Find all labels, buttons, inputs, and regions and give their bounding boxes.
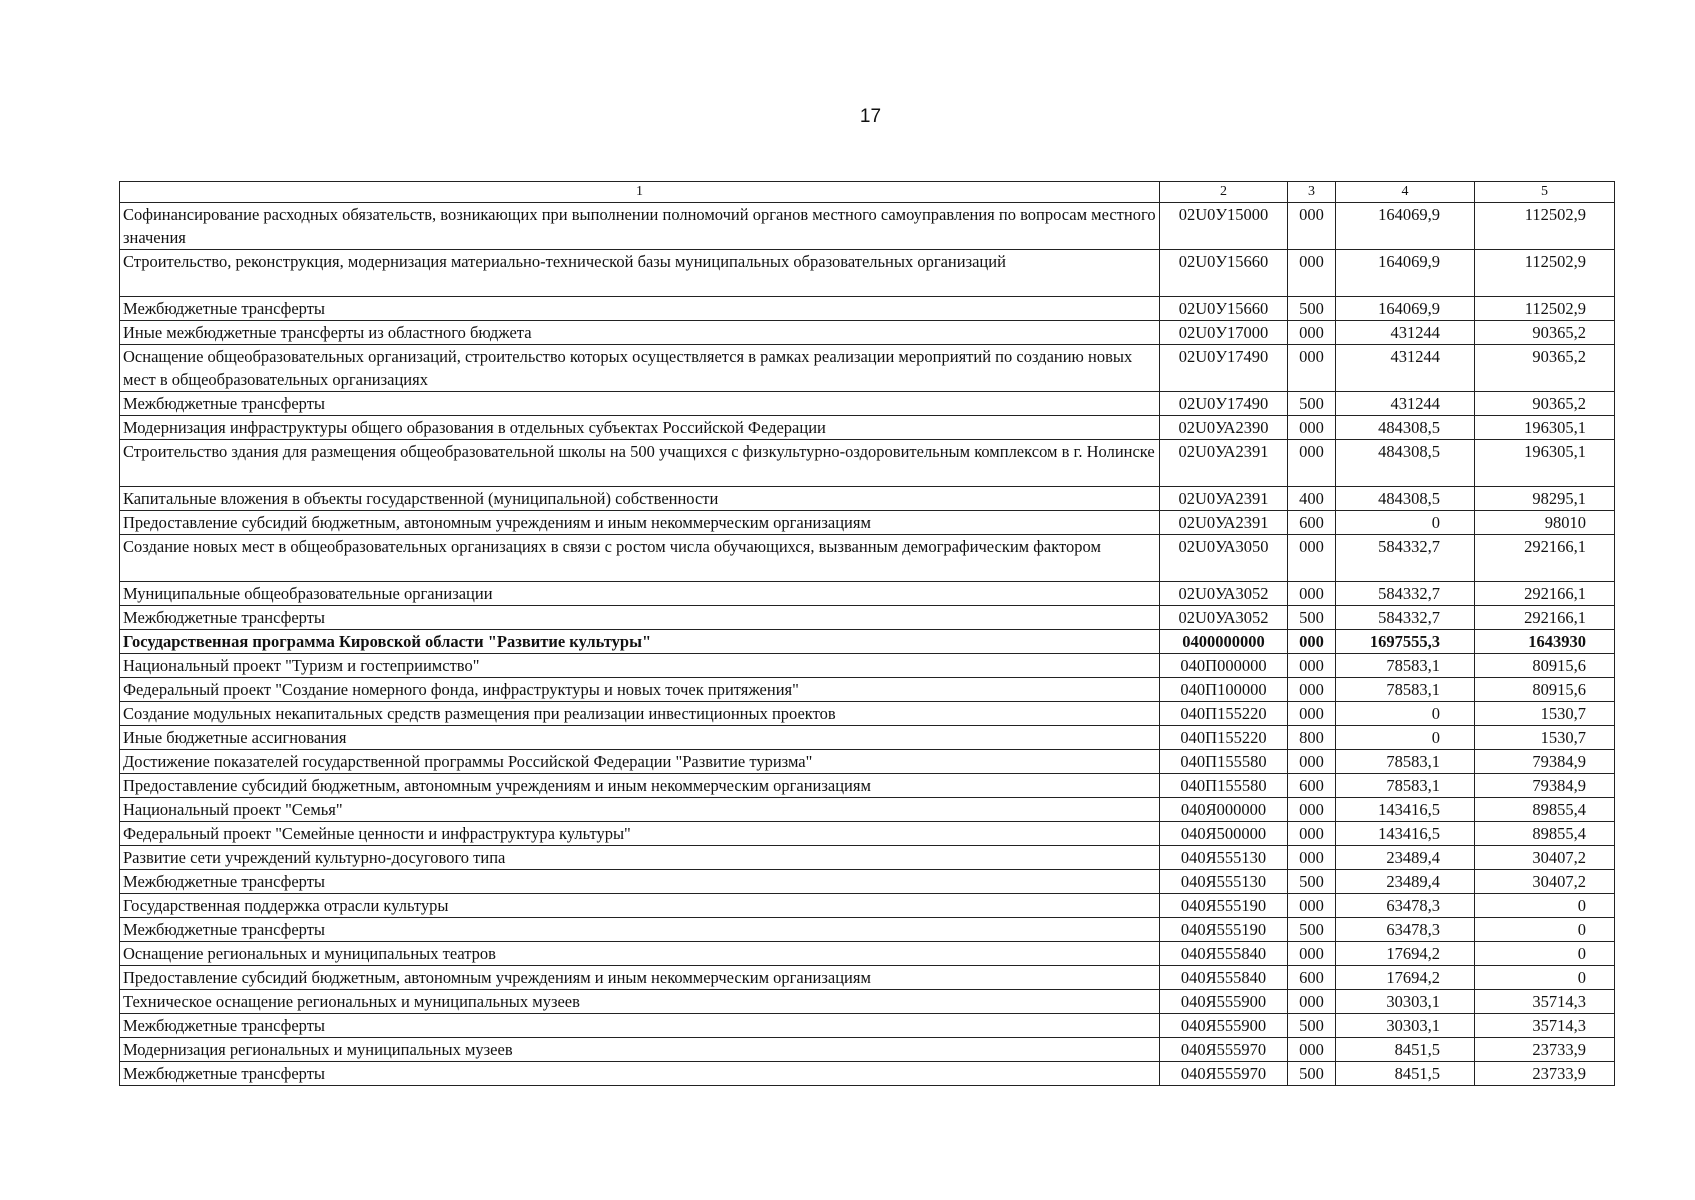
row-code-cell: 040Я555840 <box>1160 966 1288 990</box>
row-code-cell: 040Я500000 <box>1160 822 1288 846</box>
row-name-cell: Государственная поддержка отрасли культуры <box>120 894 1160 918</box>
row-name-cell: Государственная программа Кировской области "Развитие культуры" <box>120 630 1160 654</box>
row-value-col5-cell: 30407,2 <box>1475 870 1615 894</box>
table-row <box>120 582 1615 606</box>
row-value-col5-cell: 196305,1 <box>1475 416 1615 440</box>
header-col-1: 1 <box>120 182 1160 203</box>
row-code-cell: 040Я555840 <box>1160 942 1288 966</box>
table-row <box>120 511 1615 535</box>
row-type-cell: 000 <box>1288 440 1336 487</box>
row-value-col5-cell: 30407,2 <box>1475 846 1615 870</box>
row-name-cell: Оснащение общеобразовательных организаций, строительство которых осуществляется в рамках реализации мероприятий по созданию новых мест в общеобразовательных организациях <box>120 345 1160 392</box>
row-code-cell: 02U0У17490 <box>1160 392 1288 416</box>
row-type-cell: 600 <box>1288 511 1336 535</box>
row-value-col4-cell: 78583,1 <box>1336 654 1475 678</box>
row-code-cell: 02U0У17490 <box>1160 345 1288 392</box>
table-row <box>120 392 1615 416</box>
table-row <box>120 798 1615 822</box>
table-row <box>120 894 1615 918</box>
row-type-cell: 600 <box>1288 966 1336 990</box>
header-col-5: 5 <box>1475 182 1615 203</box>
row-value-col5-cell: 23733,9 <box>1475 1038 1615 1062</box>
row-type-cell: 000 <box>1288 846 1336 870</box>
row-type-cell: 500 <box>1288 297 1336 321</box>
row-code-cell: 040Я555130 <box>1160 870 1288 894</box>
row-value-col4-cell: 431244 <box>1336 321 1475 345</box>
row-code-cell: 0400000000 <box>1160 630 1288 654</box>
table-row <box>120 297 1615 321</box>
row-code-cell: 02U0У17000 <box>1160 321 1288 345</box>
row-name-cell: Предоставление субсидий бюджетным, автономным учреждениям и иным некоммерческим организациям <box>120 511 1160 535</box>
table-row <box>120 535 1615 582</box>
row-code-cell: 040Я555190 <box>1160 918 1288 942</box>
row-value-col4-cell: 431244 <box>1336 345 1475 392</box>
table-row <box>120 1038 1615 1062</box>
row-type-cell: 000 <box>1288 798 1336 822</box>
row-type-cell: 000 <box>1288 750 1336 774</box>
row-value-col4-cell: 431244 <box>1336 392 1475 416</box>
row-type-cell: 800 <box>1288 726 1336 750</box>
row-value-col5-cell: 98295,1 <box>1475 487 1615 511</box>
row-type-cell: 000 <box>1288 203 1336 250</box>
row-code-cell: 040П155580 <box>1160 750 1288 774</box>
row-name-cell: Федеральный проект "Семейные ценности и инфраструктура культуры" <box>120 822 1160 846</box>
row-code-cell: 02U0УА3050 <box>1160 535 1288 582</box>
row-code-cell: 040П155580 <box>1160 774 1288 798</box>
row-type-cell: 000 <box>1288 702 1336 726</box>
row-code-cell: 040П000000 <box>1160 654 1288 678</box>
row-value-col4-cell: 78583,1 <box>1336 774 1475 798</box>
row-type-cell: 600 <box>1288 774 1336 798</box>
row-value-col5-cell: 23733,9 <box>1475 1062 1615 1086</box>
row-value-col4-cell: 78583,1 <box>1336 750 1475 774</box>
row-value-col4-cell: 484308,5 <box>1336 416 1475 440</box>
table-row <box>120 942 1615 966</box>
row-value-col5-cell: 112502,9 <box>1475 203 1615 250</box>
row-type-cell: 000 <box>1288 345 1336 392</box>
table-row <box>120 990 1615 1014</box>
row-value-col5-cell: 0 <box>1475 918 1615 942</box>
row-code-cell: 02U0У15660 <box>1160 297 1288 321</box>
row-value-col5-cell: 1643930 <box>1475 630 1615 654</box>
row-value-col4-cell: 78583,1 <box>1336 678 1475 702</box>
table-row <box>120 750 1615 774</box>
row-type-cell: 500 <box>1288 606 1336 630</box>
row-code-cell: 02U0УА3052 <box>1160 582 1288 606</box>
row-name-cell: Модернизация региональных и муниципальных музеев <box>120 1038 1160 1062</box>
table-row <box>120 822 1615 846</box>
row-code-cell: 040Я555130 <box>1160 846 1288 870</box>
row-type-cell: 000 <box>1288 630 1336 654</box>
row-value-col5-cell: 35714,3 <box>1475 1014 1615 1038</box>
table-row <box>120 870 1615 894</box>
row-type-cell: 500 <box>1288 918 1336 942</box>
row-name-cell: Строительство, реконструкция, модернизация материально-технической базы муниципальных образовательных организаций <box>120 250 1160 297</box>
table-row <box>120 250 1615 297</box>
row-value-col5-cell: 89855,4 <box>1475 822 1615 846</box>
row-name-cell: Предоставление субсидий бюджетным, автономным учреждениям и иным некоммерческим организациям <box>120 966 1160 990</box>
row-code-cell: 02U0УА2390 <box>1160 416 1288 440</box>
row-code-cell: 02U0УА2391 <box>1160 487 1288 511</box>
table-row <box>120 606 1615 630</box>
row-value-col4-cell: 164069,9 <box>1336 297 1475 321</box>
table-body <box>120 203 1615 1086</box>
row-value-col4-cell: 584332,7 <box>1336 606 1475 630</box>
row-name-cell: Иные бюджетные ассигнования <box>120 726 1160 750</box>
row-value-col5-cell: 98010 <box>1475 511 1615 535</box>
row-value-col4-cell: 484308,5 <box>1336 487 1475 511</box>
row-type-cell: 000 <box>1288 654 1336 678</box>
row-value-col5-cell: 1530,7 <box>1475 702 1615 726</box>
row-name-cell: Межбюджетные трансферты <box>120 870 1160 894</box>
row-type-cell: 000 <box>1288 990 1336 1014</box>
header-col-3: 3 <box>1288 182 1336 203</box>
row-value-col4-cell: 0 <box>1336 702 1475 726</box>
row-code-cell: 02U0УА2391 <box>1160 511 1288 535</box>
row-value-col5-cell: 292166,1 <box>1475 606 1615 630</box>
row-name-cell: Муниципальные общеобразовательные организации <box>120 582 1160 606</box>
row-value-col5-cell: 112502,9 <box>1475 297 1615 321</box>
row-value-col4-cell: 17694,2 <box>1336 966 1475 990</box>
row-type-cell: 000 <box>1288 582 1336 606</box>
table-row <box>120 321 1615 345</box>
row-value-col5-cell: 80915,6 <box>1475 654 1615 678</box>
row-value-col5-cell: 79384,9 <box>1475 774 1615 798</box>
row-type-cell: 000 <box>1288 535 1336 582</box>
row-value-col4-cell: 164069,9 <box>1336 203 1475 250</box>
row-value-col4-cell: 23489,4 <box>1336 870 1475 894</box>
row-value-col5-cell: 292166,1 <box>1475 535 1615 582</box>
row-type-cell: 000 <box>1288 942 1336 966</box>
row-type-cell: 000 <box>1288 321 1336 345</box>
page-number: 17 <box>859 106 882 127</box>
table-row <box>120 1062 1615 1086</box>
table-row <box>120 918 1615 942</box>
row-value-col5-cell: 80915,6 <box>1475 678 1615 702</box>
row-value-col5-cell: 90365,2 <box>1475 321 1615 345</box>
row-type-cell: 500 <box>1288 1014 1336 1038</box>
row-name-cell: Создание новых мест в общеобразовательных организациях в связи с ростом числа обучающихся, вызванным демографическим фактором <box>120 535 1160 582</box>
row-value-col5-cell: 1530,7 <box>1475 726 1615 750</box>
header-row <box>120 182 1615 203</box>
row-value-col4-cell: 1697555,3 <box>1336 630 1475 654</box>
row-type-cell: 500 <box>1288 1062 1336 1086</box>
row-type-cell: 000 <box>1288 822 1336 846</box>
row-value-col5-cell: 292166,1 <box>1475 582 1615 606</box>
row-name-cell: Строительство здания для размещения общеобразовательной школы на 500 учащихся с физкультурно-оздоровительным комплексом в г. Нолинске <box>120 440 1160 487</box>
row-code-cell: 02U0УА2391 <box>1160 440 1288 487</box>
row-name-cell: Национальный проект "Туризм и гостеприимство" <box>120 654 1160 678</box>
row-name-cell: Национальный проект "Семья" <box>120 798 1160 822</box>
row-value-col4-cell: 0 <box>1336 511 1475 535</box>
row-value-col4-cell: 143416,5 <box>1336 798 1475 822</box>
row-value-col4-cell: 30303,1 <box>1336 990 1475 1014</box>
row-value-col4-cell: 143416,5 <box>1336 822 1475 846</box>
table-row <box>120 846 1615 870</box>
row-value-col4-cell: 584332,7 <box>1336 582 1475 606</box>
table-row <box>120 487 1615 511</box>
header-col-2: 2 <box>1160 182 1288 203</box>
row-name-cell: Иные межбюджетные трансферты из областного бюджета <box>120 321 1160 345</box>
row-name-cell: Предоставление субсидий бюджетным, автономным учреждениям и иным некоммерческим организациям <box>120 774 1160 798</box>
table-row <box>120 440 1615 487</box>
row-value-col4-cell: 484308,5 <box>1336 440 1475 487</box>
row-value-col4-cell: 63478,3 <box>1336 918 1475 942</box>
row-name-cell: Межбюджетные трансферты <box>120 392 1160 416</box>
row-type-cell: 400 <box>1288 487 1336 511</box>
row-name-cell: Создание модульных некапитальных средств размещения при реализации инвестиционных проектов <box>120 702 1160 726</box>
table-row <box>120 774 1615 798</box>
table-row <box>120 1014 1615 1038</box>
row-value-col5-cell: 89855,4 <box>1475 798 1615 822</box>
row-type-cell: 000 <box>1288 1038 1336 1062</box>
row-name-cell: Межбюджетные трансферты <box>120 1014 1160 1038</box>
row-type-cell: 500 <box>1288 392 1336 416</box>
row-type-cell: 000 <box>1288 250 1336 297</box>
table-row <box>120 654 1615 678</box>
row-name-cell: Межбюджетные трансферты <box>120 297 1160 321</box>
row-code-cell: 02U0УА3052 <box>1160 606 1288 630</box>
row-type-cell: 000 <box>1288 894 1336 918</box>
row-value-col5-cell: 90365,2 <box>1475 392 1615 416</box>
row-name-cell: Оснащение региональных и муниципальных театров <box>120 942 1160 966</box>
row-value-col4-cell: 23489,4 <box>1336 846 1475 870</box>
table-row <box>120 702 1615 726</box>
row-value-col4-cell: 164069,9 <box>1336 250 1475 297</box>
table-row <box>120 726 1615 750</box>
row-code-cell: 02U0У15660 <box>1160 250 1288 297</box>
row-value-col5-cell: 0 <box>1475 894 1615 918</box>
table-row <box>120 203 1615 250</box>
row-value-col4-cell: 0 <box>1336 726 1475 750</box>
row-value-col4-cell: 8451,5 <box>1336 1038 1475 1062</box>
row-type-cell: 500 <box>1288 870 1336 894</box>
row-type-cell: 000 <box>1288 416 1336 440</box>
row-code-cell: 040Я555900 <box>1160 990 1288 1014</box>
row-code-cell: 040Я555970 <box>1160 1038 1288 1062</box>
row-code-cell: 02U0У15000 <box>1160 203 1288 250</box>
row-value-col5-cell: 35714,3 <box>1475 990 1615 1014</box>
row-code-cell: 040Я555190 <box>1160 894 1288 918</box>
row-value-col4-cell: 8451,5 <box>1336 1062 1475 1086</box>
row-name-cell: Модернизация инфраструктуры общего образования в отдельных субъектах Российской Федерации <box>120 416 1160 440</box>
table-row <box>120 345 1615 392</box>
table-row <box>120 630 1615 654</box>
row-name-cell: Техническое оснащение региональных и муниципальных музеев <box>120 990 1160 1014</box>
row-name-cell: Межбюджетные трансферты <box>120 918 1160 942</box>
row-code-cell: 040П155220 <box>1160 726 1288 750</box>
row-value-col5-cell: 112502,9 <box>1475 250 1615 297</box>
table-row <box>120 678 1615 702</box>
table-row <box>120 966 1615 990</box>
row-code-cell: 040Я000000 <box>1160 798 1288 822</box>
row-code-cell: 040П100000 <box>1160 678 1288 702</box>
row-value-col5-cell: 90365,2 <box>1475 345 1615 392</box>
row-name-cell: Достижение показателей государственной программы Российской Федерации "Развитие туризма" <box>120 750 1160 774</box>
row-code-cell: 040Я555900 <box>1160 1014 1288 1038</box>
row-value-col4-cell: 30303,1 <box>1336 1014 1475 1038</box>
row-name-cell: Развитие сети учреждений культурно-досугового типа <box>120 846 1160 870</box>
row-value-col4-cell: 584332,7 <box>1336 535 1475 582</box>
row-code-cell: 040Я555970 <box>1160 1062 1288 1086</box>
row-name-cell: Капитальные вложения в объекты государственной (муниципальной) собственности <box>120 487 1160 511</box>
row-name-cell: Федеральный проект "Создание номерного фонда, инфраструктуры и новых точек притяжения" <box>120 678 1160 702</box>
header-col-4: 4 <box>1336 182 1475 203</box>
row-code-cell: 040П155220 <box>1160 702 1288 726</box>
row-value-col4-cell: 63478,3 <box>1336 894 1475 918</box>
row-value-col5-cell: 196305,1 <box>1475 440 1615 487</box>
row-type-cell: 000 <box>1288 678 1336 702</box>
row-name-cell: Софинансирование расходных обязательств, возникающих при выполнении полномочий органов местного самоуправления по вопросам местного значения <box>120 203 1160 250</box>
budget-table <box>119 181 1615 1086</box>
row-value-col5-cell: 79384,9 <box>1475 750 1615 774</box>
row-value-col4-cell: 17694,2 <box>1336 942 1475 966</box>
row-value-col5-cell: 0 <box>1475 966 1615 990</box>
row-name-cell: Межбюджетные трансферты <box>120 1062 1160 1086</box>
row-value-col5-cell: 0 <box>1475 942 1615 966</box>
table-row <box>120 416 1615 440</box>
row-name-cell: Межбюджетные трансферты <box>120 606 1160 630</box>
